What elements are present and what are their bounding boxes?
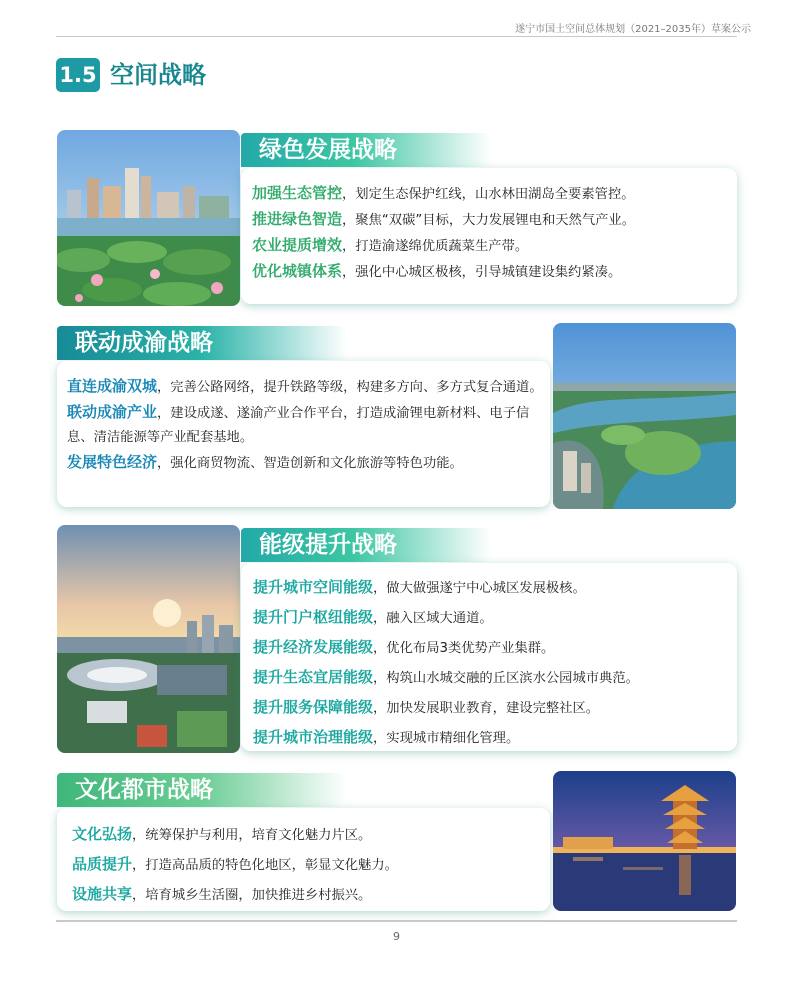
keyword: 提升经济发展能级 [253, 638, 374, 656]
keyword: 发展特色经济 [67, 453, 158, 471]
item-text: ，优化布局3类优势产业集群。 [373, 641, 555, 656]
item-text: ，聚焦“双碳”目标，大力发展锂电和天然气产业。 [342, 213, 636, 228]
keyword: 设施共享 [72, 885, 133, 903]
green-development-list [252, 181, 732, 285]
keyword: 加强生态管控 [252, 184, 343, 202]
item-text: ，构筑山水城交融的丘区滨水公园城市典范。 [373, 671, 639, 686]
culture-city-title: 文化都市战略 [57, 773, 347, 807]
item-text: ，做大做强遂宁中心城区发展极核。 [373, 581, 586, 596]
list-item [252, 259, 732, 285]
item-text: ，建设成遂、遂渝产业合作平台，打造成渝锂电新材料、电子信息、清洁能源等产业配套基地。 [67, 406, 530, 445]
keyword: 提升城市治理能级 [253, 728, 374, 746]
list-item [252, 233, 732, 259]
list-item [67, 374, 545, 400]
culture-city-list [72, 820, 542, 910]
keyword: 品质提升 [72, 855, 133, 873]
list-item [253, 573, 733, 603]
chengyu-linkage-list [67, 374, 545, 476]
list-item [253, 693, 733, 723]
list-item [67, 450, 545, 476]
list-item [253, 633, 733, 663]
item-text: ，打造高品质的特色化地区，彰显文化魅力。 [132, 858, 398, 873]
list-item [67, 400, 545, 450]
header-title: 遂宁市国土空间总体规划（2021–2035年）草案公示 [515, 24, 751, 35]
section-number-badge: 1.5 [56, 58, 100, 92]
capacity-upgrade-list [253, 573, 733, 753]
keyword: 提升城市空间能级 [253, 578, 374, 596]
item-text: ，实现城市精细化管理。 [373, 731, 520, 746]
keyword: 提升生态宜居能级 [253, 668, 374, 686]
item-text: ，划定生态保护红线，山水林田湖岛全要素管控。 [342, 187, 635, 202]
item-text: ，完善公路网络，提升铁路等级，构建多方向、多方式复合通道。 [157, 380, 543, 395]
section-title: 空间战略 [110, 61, 206, 89]
list-item [252, 181, 732, 207]
item-text: ，强化商贸物流、智造创新和文化旅游等特色功能。 [157, 456, 463, 471]
item-text: ，培育城乡生活圈，加快推进乡村振兴。 [132, 888, 372, 903]
river-park-aerial-photo [553, 323, 736, 509]
list-item [72, 820, 542, 850]
keyword: 农业提质增效 [252, 236, 343, 254]
list-item [253, 663, 733, 693]
chengyu-linkage-title: 联动成渝战略 [57, 326, 347, 360]
capacity-upgrade-title: 能级提升战略 [241, 528, 491, 562]
lotus-lake-photo [57, 130, 240, 306]
header-divider [56, 36, 737, 37]
list-item [72, 880, 542, 910]
item-text: ，融入区域大通道。 [373, 611, 493, 626]
keyword: 推进绿色智造 [252, 210, 343, 228]
item-text: ，加快发展职业教育，建设完整社区。 [373, 701, 600, 716]
item-text: ，统筹保护与利用，培育文化魅力片区。 [132, 828, 372, 843]
green-development-title: 绿色发展战略 [241, 133, 491, 167]
keyword: 优化城镇体系 [252, 262, 343, 280]
page-header [0, 0, 793, 38]
sunset-stadium-photo [57, 525, 240, 753]
list-item [253, 723, 733, 753]
list-item [252, 207, 732, 233]
list-item [72, 850, 542, 880]
keyword: 直连成渝双城 [67, 377, 158, 395]
keyword: 文化弘扬 [72, 825, 133, 843]
keyword: 联动成渝产业 [67, 403, 158, 421]
pagoda-night-photo [553, 771, 736, 911]
item-text: ，强化中心城区极核，引导城镇建设集约紧凑。 [342, 265, 622, 280]
footer-divider [56, 920, 737, 922]
keyword: 提升服务保障能级 [253, 698, 374, 716]
list-item [253, 603, 733, 633]
item-text: ，打造渝遂绵优质蔬菜生产带。 [342, 239, 529, 254]
page-number: 9 [393, 930, 400, 943]
keyword: 提升门户枢纽能级 [253, 608, 374, 626]
